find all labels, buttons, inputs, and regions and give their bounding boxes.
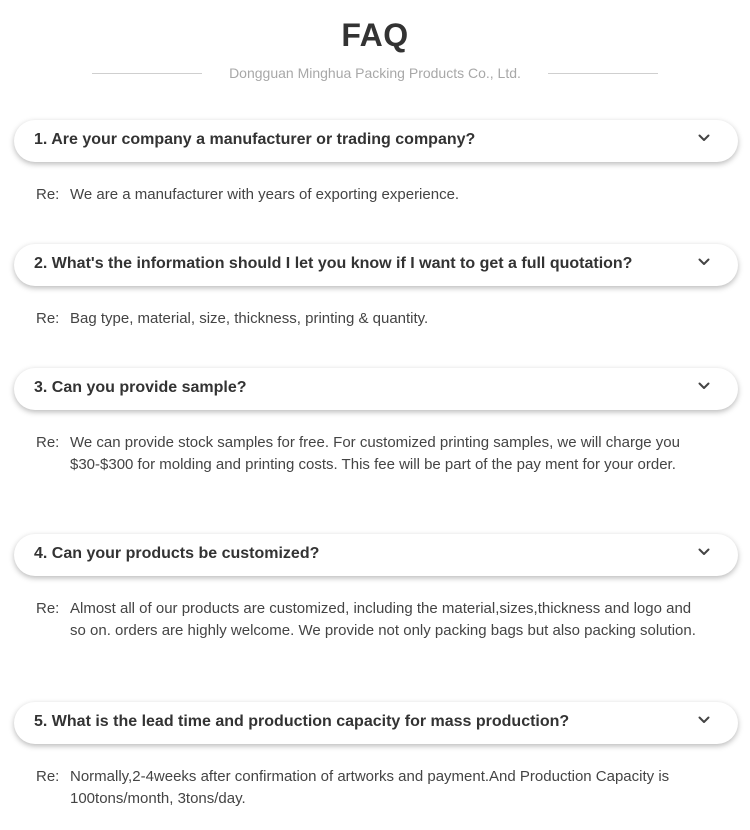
faq-question-3-toggle[interactable]	[14, 368, 738, 410]
divider-left	[92, 73, 202, 74]
faq-header	[0, 0, 750, 100]
chevron-down-icon[interactable]	[698, 714, 710, 726]
subtitle-row	[92, 63, 658, 83]
answer-prefix: Re:	[36, 310, 60, 327]
faq-question-1: 1. Are your company a manufacturer or trading company?	[34, 131, 476, 148]
chevron-down-icon[interactable]	[698, 132, 710, 144]
faq-answer-5	[36, 766, 696, 810]
faq-item-2	[14, 244, 738, 330]
faq-question-2-toggle[interactable]	[14, 244, 738, 286]
faq-answer-1	[36, 184, 696, 206]
faq-question-5-toggle[interactable]	[14, 702, 738, 744]
faq-answer-2	[36, 308, 696, 330]
faq-item-1	[14, 120, 738, 206]
faq-question-3: 3. Can you provide sample?	[34, 379, 247, 396]
answer-prefix: Re:	[36, 768, 60, 785]
faq-question-5: 5. What is the lead time and production capacity for mass production?	[34, 713, 570, 730]
chevron-down-icon[interactable]	[698, 546, 710, 558]
faq-answer-3	[36, 432, 696, 476]
company-name: Dongguan Minghua Packing Products Co., Ltd.	[229, 65, 521, 81]
faq-question-4: 4. Can your products be customized?	[34, 545, 320, 562]
chevron-down-icon[interactable]	[698, 256, 710, 268]
faq-answer-4	[36, 598, 696, 642]
chevron-down-icon[interactable]	[698, 380, 710, 392]
faq-answer-3-text: We can provide stock samples for free. For customized printing samples, we will charge you $30-$300 for molding and printing costs. This fee will be part of the pay ment for your order.	[70, 434, 680, 473]
answer-prefix: Re:	[36, 600, 60, 617]
faq-item-4	[14, 534, 738, 642]
faq-answer-2-text: Bag type, material, size, thickness, printing & quantity.	[70, 310, 429, 327]
faq-answer-4-text: Almost all of our products are customized, including the material,sizes,thickness and logo and so on. orders are highly welcome. We provide not only packing bags but also packing solution.	[70, 600, 696, 639]
faq-answer-5-text: Normally,2-4weeks after confirmation of artworks and payment.And Production Capacity is 100tons/month, 3tons/day.	[70, 768, 670, 807]
divider-right	[548, 73, 658, 74]
faq-question-4-toggle[interactable]	[14, 534, 738, 576]
faq-item-3	[14, 368, 738, 476]
page-title: FAQ	[341, 17, 409, 53]
faq-item-5	[14, 702, 738, 810]
answer-prefix: Re:	[36, 434, 60, 451]
faq-question-1-toggle[interactable]	[14, 120, 738, 162]
faq-question-2: 2. What's the information should I let you know if I want to get a full quotation?	[34, 255, 633, 272]
faq-answer-1-text: We are a manufacturer with years of exporting experience.	[70, 186, 460, 203]
answer-prefix: Re:	[36, 186, 60, 203]
